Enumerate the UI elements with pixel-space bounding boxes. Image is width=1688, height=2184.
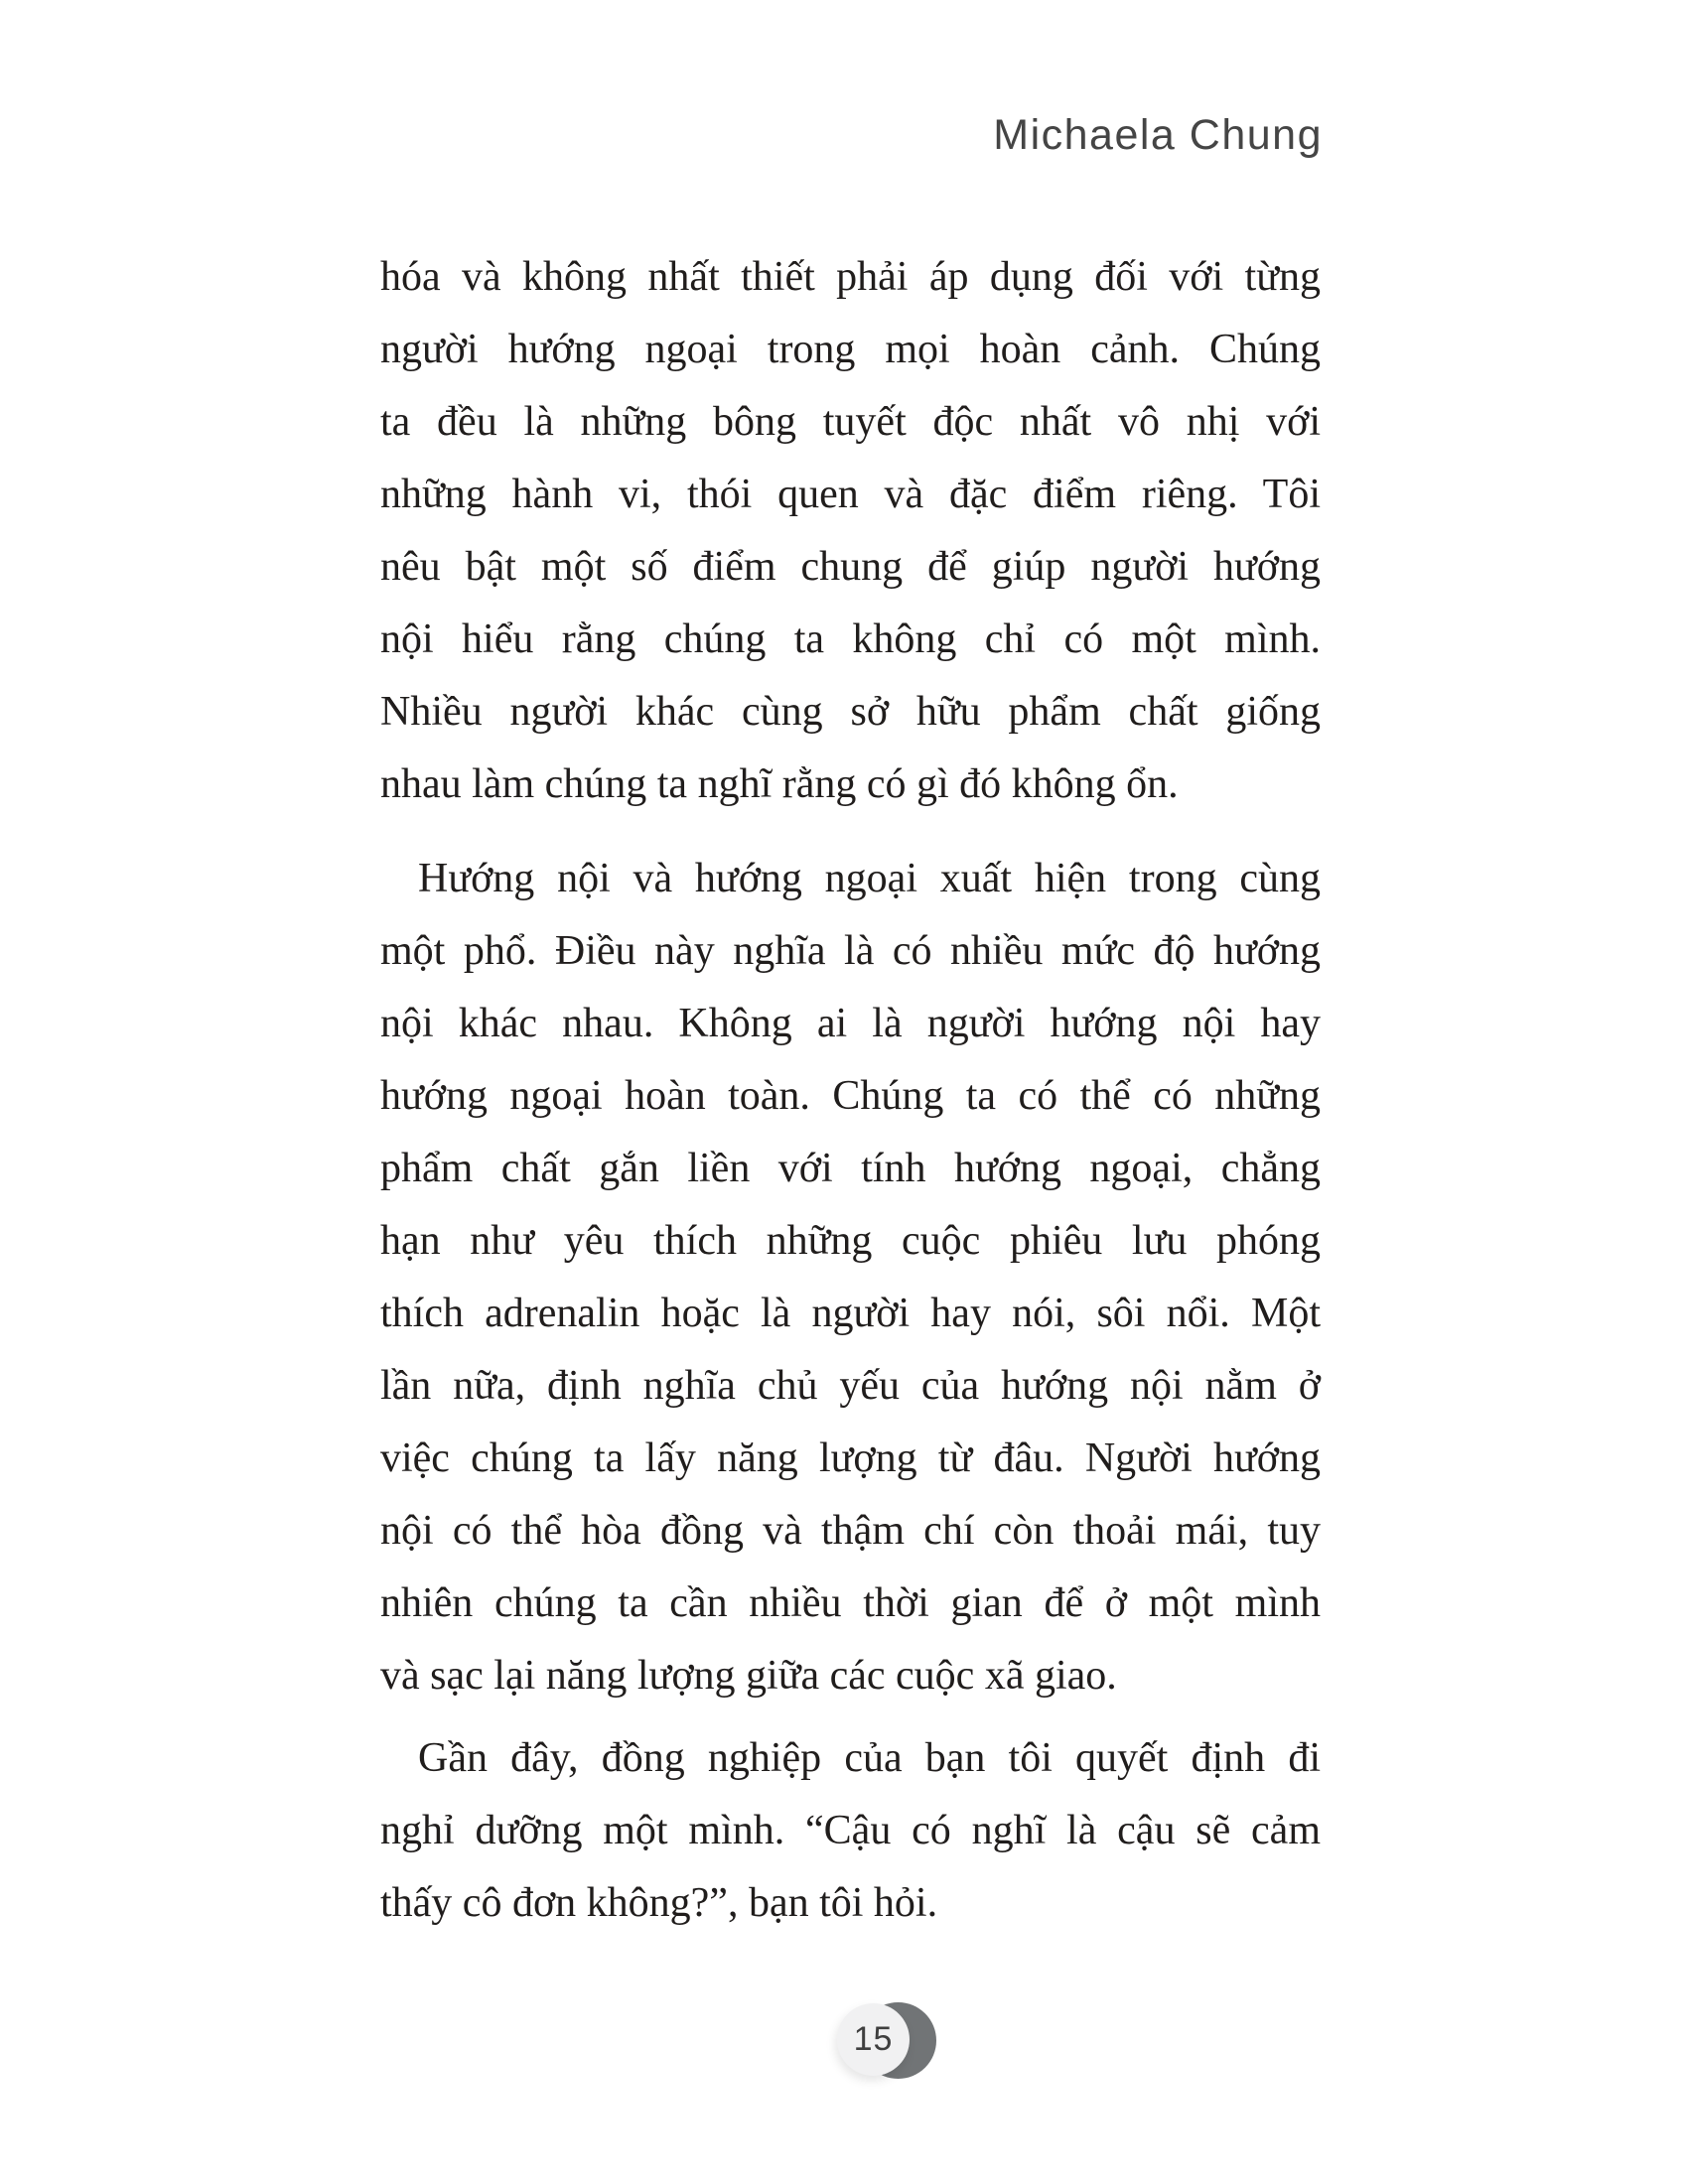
text-line: hướng ngoại hoàn toàn. Chúng ta có thể có những	[380, 1073, 1321, 1119]
page-number-badge	[837, 2001, 938, 2081]
running-header-author: Michaela Chung	[993, 111, 1323, 159]
text-line: nội có thể hòa đồng và thậm chí còn thoải mái, tuy	[380, 1508, 1321, 1554]
text-line: thích adrenalin hoặc là người hay nói, sôi nổi. Một	[380, 1291, 1321, 1336]
text-line: nhiên chúng ta cần nhiều thời gian để ở một mình	[380, 1580, 1321, 1626]
text-line: lần nữa, định nghĩa chủ yếu của hướng nội nằm ở	[380, 1363, 1321, 1409]
text-line: phẩm chất gắn liền với tính hướng ngoại, chẳng	[380, 1146, 1321, 1191]
text-line: nghỉ dưỡng một mình. “Cậu có nghĩ là cậu sẽ cảm	[380, 1808, 1321, 1853]
text-line: những hành vi, thói quen và đặc điểm riêng. Tôi	[380, 472, 1321, 517]
text-line: nêu bật một số điểm chung để giúp người hướng	[380, 544, 1321, 590]
text-line: Nhiều người khác cùng sở hữu phẩm chất giống	[380, 689, 1321, 735]
text-line: hạn như yêu thích những cuộc phiêu lưu phóng	[380, 1218, 1321, 1264]
body-text	[380, 241, 1321, 1940]
text-line: nội khác nhau. Không ai là người hướng nội hay	[380, 1001, 1321, 1046]
text-line: thấy cô đơn không?”, bạn tôi hỏi.	[380, 1880, 938, 1926]
text-line: việc chúng ta lấy năng lượng từ đâu. Người hướng	[380, 1435, 1321, 1481]
text-line: hóa và không nhất thiết phải áp dụng đối với từng	[380, 254, 1321, 300]
text-line: một phổ. Điều này nghĩa là có nhiều mức độ hướng	[380, 928, 1321, 974]
text-line: người hướng ngoại trong mọi hoàn cảnh. Chúng	[380, 327, 1321, 372]
text-line: nhau làm chúng ta nghĩ rằng có gì đó không ổn.	[380, 761, 1179, 807]
text-line: ta đều là những bông tuyết độc nhất vô nhị với	[380, 399, 1321, 445]
page-number-circle	[837, 2003, 910, 2076]
paragraph-3	[380, 1722, 1321, 1940]
text-line: nội hiểu rằng chúng ta không chỉ có một mình.	[380, 616, 1321, 662]
paragraph-1	[380, 241, 1321, 821]
text-line: và sạc lại năng lượng giữa các cuộc xã giao.	[380, 1653, 1117, 1699]
text-line: Hướng nội và hướng ngoại xuất hiện trong cùng	[418, 856, 1321, 901]
paragraph-2	[380, 843, 1321, 1712]
text-line: Gần đây, đồng nghiệp của bạn tôi quyết định đi	[418, 1735, 1321, 1781]
page-number: 15	[853, 2020, 894, 2058]
